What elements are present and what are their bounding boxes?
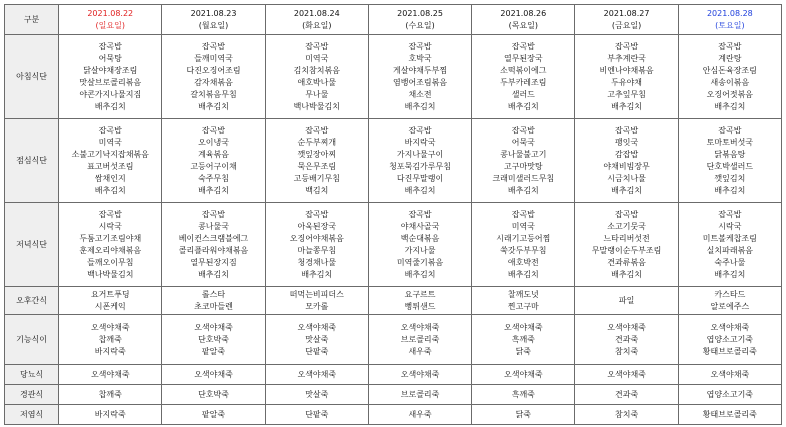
menu-item: 뻥튀샌드 [404,301,436,311]
menu-item: 배추김치 [714,101,746,111]
menu-item: 배추김치 [507,101,539,111]
day-weekday: (금요일) [611,20,642,30]
menu-item: 닭볶음탕 [714,149,746,159]
meal-row [5,405,782,425]
menu-item: 열무된장지짐 [190,257,237,267]
menu-item: 비엔나야채볶음 [599,65,654,75]
menu-item: 부추계란국 [607,53,646,63]
header-row [5,5,782,35]
menu-item: 배추김치 [198,269,229,279]
menu-item: 배추김치 [404,185,436,195]
menu-item: 고추잎무침 [607,89,646,99]
menu-item: 파일 [618,295,635,305]
menu-item: 소떡볶이에그 [500,65,547,75]
menu-item: 배추김치 [301,269,333,279]
menu-item: 숙주무침 [198,173,229,183]
menu-item: 배추김치 [404,269,436,279]
menu-cell-thu [472,405,575,425]
menu-body [5,35,782,425]
menu-item: 시금치나물 [607,173,646,183]
menu-item: 잡곡밥 [201,41,226,51]
menu-item: 흑깨죽 [511,334,535,344]
menu-item: 엽양소고기죽 [706,389,754,399]
menu-item: 깻잎장아찌 [297,149,337,159]
menu-item: 황태브로콜리죽 [702,409,757,419]
menu-item: 오색야채죽 [504,322,543,332]
meal-row [5,287,782,315]
menu-item: 맛살브로콜리볶음 [79,77,142,87]
menu-item: 백순대볶음 [400,233,440,243]
menu-item: 두툼고기조림야채 [79,233,142,243]
menu-item: 단호박죽 [198,334,229,344]
menu-item: 잡곡밥 [408,41,432,51]
menu-item: 오색야채죽 [400,369,440,379]
corner-label: 구분 [5,5,59,35]
menu-item: 닭죽 [515,409,532,419]
menu-cell-tue [265,365,368,385]
menu-item: 카스타드 [714,289,746,299]
menu-item: 어묵국 [511,137,535,147]
meal-type-label: 오후간식 [5,287,59,315]
menu-item: 토마토버섯국 [706,137,754,147]
menu-item: 배추김치 [94,101,126,111]
menu-item: 떠먹는비피더스 [289,289,344,299]
menu-item: 김치참치볶음 [293,65,340,75]
day-header-tue [265,5,368,35]
menu-item: 호박국 [408,53,432,63]
menu-item: 잡곡밥 [511,209,535,219]
menu-cell-sat [678,119,781,203]
menu-cell-fri [575,405,678,425]
menu-item: 잡곡밥 [614,125,639,135]
day-header-sun [59,5,162,35]
menu-cell-mon [162,365,265,385]
menu-cell-wed [368,203,471,287]
menu-item: 계란탕 [718,53,742,63]
menu-item: 시래기고등어찜 [496,233,551,243]
menu-cell-thu [472,315,575,365]
menu-item: 쑥갓두부무침 [500,245,547,255]
menu-item: 채소전 [408,89,432,99]
day-date: 2021.08.26 [500,8,547,18]
menu-item: 시폰케익 [94,301,126,311]
menu-item: 잡곡밥 [614,41,639,51]
menu-item: 잡곡밥 [201,125,226,135]
menu-item: 오색야채죽 [194,322,233,332]
menu-item: 잡곡밥 [614,209,639,219]
menu-cell-wed [368,365,471,385]
menu-cell-fri [575,315,678,365]
menu-cell-sat [678,385,781,405]
menu-item: 시락국 [718,221,742,231]
menu-item: 맛살죽 [305,334,329,344]
menu-item: 새우죽 [408,346,432,356]
menu-item: 잡곡밥 [408,209,432,219]
menu-cell-wed [368,35,471,119]
menu-item: 모카롤 [305,301,329,311]
menu-cell-tue [265,287,368,315]
menu-item: 다진오징어조림 [186,65,241,75]
menu-item: 애호박전 [507,257,539,267]
menu-cell-tue [265,315,368,365]
menu-item: 닭죽 [515,346,532,356]
menu-item: 고등배기무침 [293,173,340,183]
menu-item: 청경채나물 [297,257,337,267]
menu-item: 브로콜리죽 [400,389,440,399]
menu-item: 찹깨죽 [98,334,122,344]
menu-item: 견과류볶음 [607,257,646,267]
menu-cell-tue [265,35,368,119]
menu-item: 콩나물국 [198,221,229,231]
menu-item: 백나박물김치 [87,269,134,279]
menu-item: 새우죽 [408,409,432,419]
menu-item: 깻잎김치 [714,173,746,183]
menu-item: 소불고기낙지잡채볶음 [71,149,149,159]
menu-item: 고구마맛탕 [504,161,543,171]
meal-type-label: 아침식단 [5,35,59,119]
meal-type-label: 저염식 [5,405,59,425]
menu-item: 팽잇국 [614,137,639,147]
menu-cell-fri [575,35,678,119]
menu-item: 견과죽 [614,389,639,399]
day-date: 2021.08.23 [190,8,237,18]
menu-item: 찹깨죽 [98,389,122,399]
menu-item: 소고기뭇국 [607,221,646,231]
menu-cell-wed [368,315,471,365]
menu-item: 황태브로콜리죽 [702,346,757,356]
menu-cell-fri [575,119,678,203]
menu-cell-mon [162,385,265,405]
menu-item: 백김치 [305,185,329,195]
menu-item: 야채비빔장무 [603,161,650,171]
menu-item: 안심돈육장조림 [702,65,757,75]
menu-cell-wed [368,405,471,425]
menu-item: 배추김치 [714,185,746,195]
menu-item: 단팥죽 [305,409,329,419]
meal-type-label: 경관식 [5,385,59,405]
menu-item: 묵은무조림 [297,161,337,171]
day-header-sat [678,5,781,35]
menu-item: 새송이볶음 [710,77,750,87]
menu-item: 잡곡밥 [408,125,432,135]
menu-item: 배추김치 [611,101,643,111]
menu-cell-sat [678,35,781,119]
menu-item: 팥알죽 [201,346,226,356]
menu-item: 느타리버섯전 [603,233,650,243]
menu-item: 알로에주스 [710,301,750,311]
menu-item: 계육볶음 [198,149,229,159]
menu-item: 염뱅어조림볶음 [393,77,448,87]
menu-cell-mon [162,315,265,365]
menu-item: 찰깨도넛 [507,289,539,299]
menu-item: 쌈채인지 [94,173,126,183]
menu-cell-sat [678,203,781,287]
meal-type-label: 저녁식단 [5,203,59,287]
menu-item: 베이컨스크램블에그 [178,233,249,243]
menu-item: 마늘쫑무침 [297,245,337,255]
day-header-thu [472,5,575,35]
menu-item: 게살야채두부찜 [393,65,448,75]
menu-item: 미역국 [98,137,122,147]
day-date: 2021.08.28 [706,8,753,18]
menu-cell-wed [368,119,471,203]
menu-item: 들깨오이무침 [87,257,134,267]
menu-item: 콩나물불고기 [500,149,547,159]
menu-item: 가지나물 [404,245,436,255]
menu-cell-sun [59,365,162,385]
meal-type-label: 기능식이 [5,315,59,365]
meal-row [5,365,782,385]
menu-item: 두유야채 [611,77,643,87]
day-weekday: (화요일) [302,20,332,30]
menu-cell-mon [162,405,265,425]
menu-item: 오색야채죽 [90,322,130,332]
menu-cell-sun [59,119,162,203]
menu-item: 미역국 [511,221,535,231]
menu-item: 찐고구마 [507,301,539,311]
menu-item: 오색야채죽 [504,369,543,379]
menu-item: 오색야채죽 [297,322,337,332]
day-date: 2021.08.22 [87,8,134,18]
menu-cell-fri [575,385,678,405]
menu-cell-fri [575,287,678,315]
menu-item: 잡곡밥 [98,41,122,51]
menu-item: 무나물 [305,89,329,99]
menu-item: 열무된장국 [504,53,543,63]
menu-cell-sat [678,365,781,385]
menu-item: 견과죽 [614,334,639,344]
menu-cell-tue [265,203,368,287]
menu-item: 갈치볶음무침 [190,89,237,99]
menu-item: 오색야채죽 [710,369,750,379]
menu-cell-wed [368,287,471,315]
menu-item: 콜리플라워야채볶음 [178,245,249,255]
menu-item: 참치죽 [614,409,639,419]
menu-cell-sun [59,287,162,315]
meal-type-label: 당뇨식 [5,365,59,385]
menu-item: 엽양소고기죽 [706,334,754,344]
menu-item: 배추김치 [507,185,539,195]
menu-item: 숙주나물 [714,257,746,267]
menu-item: 오색야채죽 [710,322,750,332]
menu-item: 야채사골국 [400,221,440,231]
menu-cell-sun [59,203,162,287]
day-header-fri [575,5,678,35]
menu-cell-mon [162,203,265,287]
menu-item: 바지락죽 [94,346,126,356]
menu-cell-thu [472,35,575,119]
menu-item: 미트볼케찹조림 [702,233,757,243]
menu-item: 잡곡밥 [718,41,742,51]
menu-item: 바지락국 [404,137,436,147]
menu-item: 오징어야채볶음 [289,233,344,243]
menu-cell-thu [472,287,575,315]
day-weekday: (월요일) [198,20,229,30]
menu-cell-mon [162,35,265,119]
day-weekday: (토요일) [715,20,745,30]
menu-cell-sun [59,385,162,405]
menu-item: 잡곡밥 [305,209,329,219]
menu-item: 팥알죽 [201,409,226,419]
menu-item: 훈제오리야채볶음 [79,245,142,255]
menu-item: 표고버섯조림 [87,161,134,171]
menu-item: 잡곡밥 [305,41,329,51]
menu-cell-sat [678,287,781,315]
menu-item: 오색야채죽 [607,322,646,332]
menu-item: 애호박나물 [297,77,337,87]
menu-item: 배추김치 [94,185,126,195]
menu-cell-thu [472,119,575,203]
menu-cell-fri [575,365,678,385]
day-header-wed [368,5,471,35]
menu-item: 배추김치 [611,185,643,195]
menu-item: 어묵탕 [98,53,122,63]
menu-item: 순두부찌개 [297,137,337,147]
menu-item: 잡곡밥 [511,125,535,135]
day-date: 2021.08.24 [293,8,340,18]
meal-row [5,385,782,405]
menu-item: 배추김치 [507,269,539,279]
menu-item: 바지락죽 [94,409,126,419]
menu-item: 미역국 [305,53,329,63]
menu-item: 샐러드 [511,89,535,99]
menu-item: 배추김치 [611,269,643,279]
menu-item: 잡곡밥 [98,209,122,219]
menu-item: 크래미샐러드무침 [492,173,555,183]
meal-row [5,35,782,119]
meal-row [5,315,782,365]
menu-item: 초코마들렌 [194,301,233,311]
menu-item: 오징어젓볶음 [706,89,754,99]
day-weekday: (일요일) [95,20,125,30]
menu-item: 감잡밥 [614,149,639,159]
menu-item: 야콘가지나물지짐 [79,89,142,99]
meal-row [5,203,782,287]
menu-cell-thu [472,385,575,405]
menu-cell-mon [162,119,265,203]
menu-item: 감자채볶음 [194,77,233,87]
menu-cell-mon [162,287,265,315]
menu-item: 오이냉국 [198,137,229,147]
menu-item: 오색야채죽 [607,369,646,379]
menu-cell-sat [678,405,781,425]
menu-item: 요구르트 [404,289,436,299]
day-weekday: (수요일) [405,20,435,30]
menu-item: 배추김치 [714,269,746,279]
menu-item: 단호박샐러드 [706,161,754,171]
menu-item: 참치죽 [614,346,639,356]
menu-item: 단팥죽 [305,346,329,356]
menu-cell-sun [59,315,162,365]
menu-item: 시락국 [98,221,122,231]
menu-item: 아욱된장국 [297,221,337,231]
menu-item: 고등어구이채 [190,161,237,171]
menu-item: 실치파래볶음 [706,245,754,255]
menu-cell-wed [368,385,471,405]
menu-item: 청포묵김가루무침 [389,161,451,171]
menu-item: 배추김치 [198,185,229,195]
menu-cell-sun [59,35,162,119]
menu-item: 잡곡밥 [718,209,742,219]
menu-item: 잡곡밥 [511,41,535,51]
meal-type-label: 점심식단 [5,119,59,203]
day-date: 2021.08.25 [397,8,443,18]
menu-item: 오색야채죽 [297,369,337,379]
menu-item: 배추김치 [404,101,436,111]
menu-item: 잡곡밥 [305,125,329,135]
menu-item: 단호박죽 [198,389,229,399]
menu-item: 흑깨죽 [511,389,535,399]
menu-item: 백나박물김치 [293,101,340,111]
menu-item: 잡곡밥 [201,209,226,219]
meal-row [5,119,782,203]
menu-item: 요거트푸딩 [90,289,130,299]
menu-cell-sun [59,405,162,425]
menu-item: 브로콜리죽 [400,334,440,344]
menu-table-wrapper [4,4,782,425]
menu-item: 두부카레조림 [500,77,547,87]
menu-item: 들깨미역국 [194,53,233,63]
menu-item: 맛살죽 [305,389,329,399]
day-header-mon [162,5,265,35]
menu-cell-tue [265,119,368,203]
menu-item: 롤스타 [201,289,226,299]
weekly-meal-table [4,4,782,425]
menu-item: 오색야채죽 [194,369,233,379]
menu-item: 잡곡밥 [718,125,742,135]
menu-item: 다진무말랭이 [396,173,444,183]
menu-cell-tue [265,385,368,405]
menu-item: 잡곡밥 [98,125,122,135]
menu-item: 배추김치 [198,101,229,111]
menu-cell-thu [472,365,575,385]
day-date: 2021.08.27 [603,8,650,18]
menu-cell-tue [265,405,368,425]
menu-item: 오색야채죽 [400,322,440,332]
menu-item: 닭살야채장조림 [83,65,138,75]
menu-item: 미역줄기볶음 [396,257,444,267]
day-weekday: (목요일) [508,20,539,30]
menu-cell-sat [678,315,781,365]
menu-cell-fri [575,203,678,287]
menu-item: 가지나물구이 [396,149,444,159]
menu-item: 오색야채죽 [90,369,130,379]
menu-item: 무말랭이순두부조림 [591,245,662,255]
menu-cell-thu [472,203,575,287]
